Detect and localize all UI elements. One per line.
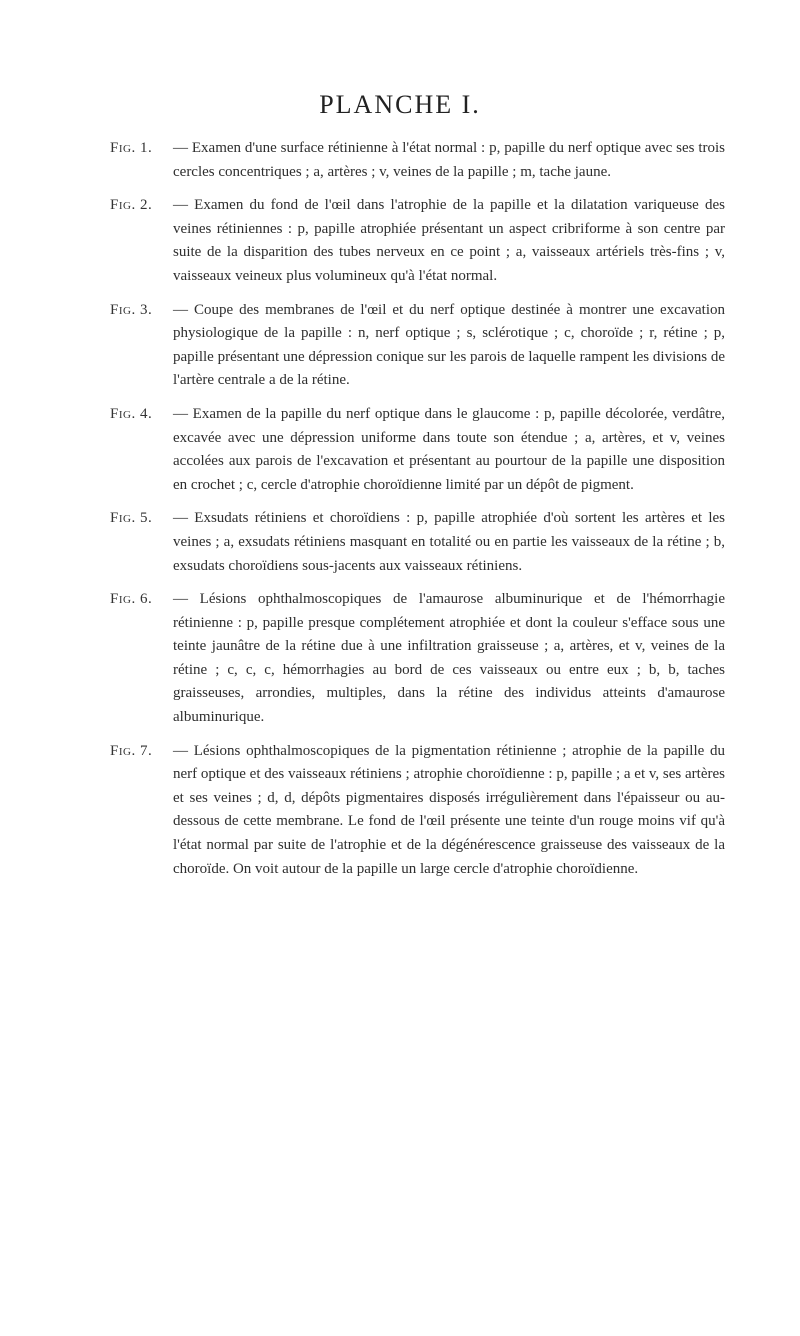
figure-text: — Coupe des membranes de l'œil et du nerf optique destinée à montrer une excavation physiologique de la papille : n, nerf optique ; s, sclérotique ; c, choroïde ; r, rétine ; p, papille présentant une dépression conique sur les parois de laquelle rampent les divisions de l'artère centrale a de la rétine. — [173, 301, 725, 389]
figure-text: — Examen du fond de l'œil dans l'atrophie de la papille et la dilatation variqueuse des veines rétiniennes : p, papille atrophiée présentant un aspect cribriforme à son centre par suite de la disparition des tubes nerveux en ce point ; a, vaisseaux artériels très-fins ; v, vaisseaux veineux plus volumineux qu'à l'état normal. — [173, 197, 725, 284]
figure-text: — Exsudats rétiniens et choroïdiens : p, papille atrophiée d'où sortent les artères et les veines ; a, exsudats rétiniens masquant en totalité ou en partie les vaisseaux de la rétine ; b, exsudats choroïdiens sous-jacents aux vaisseaux rétiniens. — [173, 510, 725, 574]
figure-label: Fig. 4. — [110, 405, 153, 422]
figure-caption-3 — [110, 299, 725, 393]
figure-label: Fig. 3. — [110, 301, 153, 318]
figure-text: — Lésions ophthalmoscopiques de l'amaurose albuminurique et de l'hémorrhagie rétinienne : p, papille presque complétement atrophiée et dont la couleur s'efface sous une teinte jaunâtre de la rétine due à une infiltration graisseuse ; a, artères, et v, veines de la rétine ; c, c, c, hémorrhagies au bord de ces vaisseaux ou entre eux ; b, b, taches graisseuses, arrondies, multiples, dans la rétine des individus atteints d'amaurose albuminurique. — [173, 591, 725, 726]
figure-caption-2 — [110, 194, 725, 288]
figure-text: — Examen de la papille du nerf optique dans le glaucome : p, papille décolorée, verdâtre, excavée avec une dépression uniforme dans toute son étendue ; a, artères, et v, veines accolées aux parois de l'excavation et présentant au pourtour de la papille une disposition en crochet ; c, cercle d'atrophie choroïdienne limité par un dépôt de pigment. — [173, 405, 725, 493]
figure-caption-7 — [110, 740, 725, 882]
figure-caption-4 — [110, 403, 725, 497]
figure-label: Fig. 6. — [110, 591, 153, 608]
figure-captions — [110, 137, 725, 891]
figure-caption-6 — [110, 588, 725, 730]
figure-label: Fig. 2. — [110, 197, 153, 214]
figure-text: — Lésions ophthalmoscopiques de la pigmentation rétinienne ; atrophie de la papille du nerf optique et des vaisseaux rétiniens ; atrophie choroïdienne : p, papille ; a et v, ses artères et ses veines ; d, d, dépôts pigmentaires disposés irrégulièrement dans l'épaisseur ou au-dessous de cette membrane. Le fond de l'œil présente une teinte d'un rouge moins vif qu'à l'état normal par suite de l'atrophie et de la dégénérescence graisseuse des vaisseaux de la choroïde. On voit autour de la papille un large cercle d'atrophie choroïdienne. — [173, 742, 725, 877]
figure-label: Fig. 5. — [110, 510, 153, 527]
figure-caption-5 — [110, 507, 725, 578]
plate-title: PLANCHE I. — [319, 90, 481, 119]
figure-label: Fig. 7. — [110, 742, 153, 759]
figure-text: — Examen d'une surface rétinienne à l'état normal : p, papille du nerf optique avec ses trois cercles concentriques ; a, artères ; v, veines de la papille ; m, tache jaune. — [173, 140, 725, 180]
figure-label: Fig. 1. — [110, 140, 153, 156]
figure-caption-1 — [110, 137, 725, 184]
